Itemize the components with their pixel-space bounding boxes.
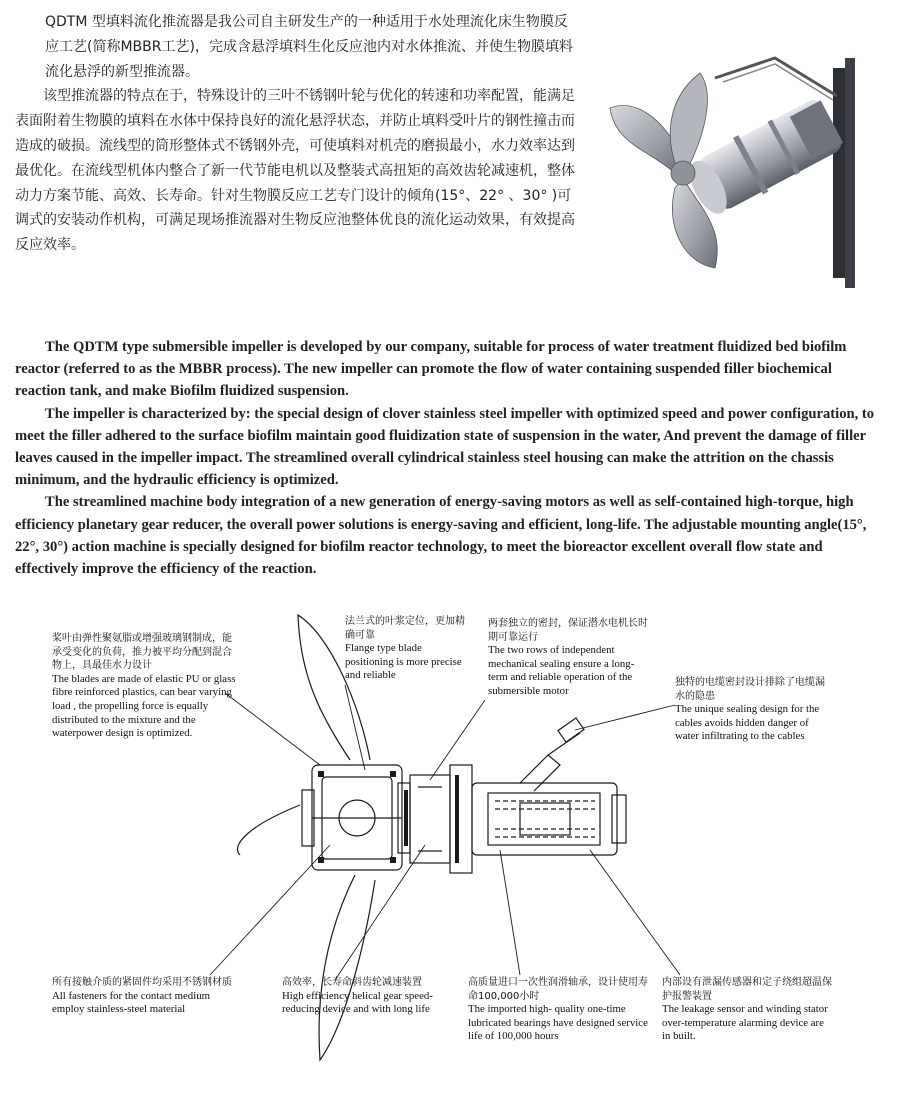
annotation-sensor-en: The leakage sensor and winding stator over-temperature alarming device are in built. — [662, 1003, 828, 1043]
chinese-paragraph-1: QDTM 型填料流化推流器是我公司自主研发生产的一种适用于水处理流化床生物膜反应工艺(简称MBBR工艺)，完成含悬浮填料生化反应池内对水体推流、并使生物膜填料流化悬浮的新型推流器。 — [45, 14, 573, 80]
annotation-gear-en: High efficiency helical gear speed-reducing device and with long life — [282, 989, 433, 1016]
annotation-bearings-zh: 高质量进口一次性润滑轴承，设计使用寿命100,000小时 — [468, 977, 648, 1002]
annotation-sealing-en: The two rows of independent mechanical sealing ensure a long-term and reliable operation of the submersible motor — [488, 644, 635, 697]
annotation-flange — [345, 615, 470, 683]
english-description — [15, 336, 875, 580]
annotation-sealing-zh: 两套独立的密封，保证潜水电机长时期可靠运行 — [488, 618, 648, 643]
annotation-blades-zh: 桨叶由弹性聚氨脂或增强玻璃钢制成，能承受变化的负荷，推力被平均分配到混合物上，具最佳水力设计 — [52, 633, 232, 672]
annotation-flange-en: Flange type blade positioning is more precise and reliable — [345, 642, 462, 682]
annotation-sealing — [488, 617, 650, 699]
annotation-bearings — [468, 976, 648, 1044]
annotation-gear — [282, 976, 447, 1017]
annotation-cable-en: The unique sealing design for the cables avoids hidden danger of water infiltrating to the cables — [675, 703, 820, 743]
english-paragraph-2: The impeller is characterized by: the special design of clover stainless steel impeller with optimized speed and power configuration, to meet the filler adhered to the surface biofilm maintain good fluidization state of suspension in the water, And prevent the damage of filler leaves caused in the impeller impact. The streamlined overall cylindrical stainless steel housing can make the attrition on the chassis minimum, and the hydraulic efficiency is optimized. — [15, 405, 875, 489]
annotation-cable — [675, 676, 833, 744]
annotation-bearings-en: The imported high- quality one-time lubricated bearings have designed service life of 100,000 hours — [468, 1003, 648, 1043]
annotation-flange-zh: 法兰式的叶浆定位，更加精确可靠 — [345, 616, 465, 641]
chinese-description — [15, 10, 575, 258]
annotation-sensor — [662, 976, 834, 1044]
impeller-product-photo — [605, 38, 880, 298]
annotation-blades — [52, 632, 237, 741]
english-paragraph-1: The QDTM type submersible impeller is developed by our company, suitable for process of water treatment fluidized bed biofilm reactor (referred to as the MBBR process). The new impeller can promote the flow of water containing suspended filler biochemical reaction tank, and make Biofilm fluidized suspension. — [15, 339, 847, 400]
annotation-fasteners-zh: 所有接触介质的紧固件均采用不锈钢材质 — [52, 977, 232, 988]
annotation-sensor-zh: 内部设有泄漏传感器和定子绕组超温保护报警装置 — [662, 977, 832, 1002]
annotation-gear-zh: 高效率，长寿命斜齿轮减速装置 — [282, 977, 422, 988]
annotation-fasteners — [52, 976, 232, 1017]
chinese-paragraph-2: 该型推流器的特点在于，特殊设计的三叶不锈钢叶轮与优化的转速和功率配置，能满足表面附着生物膜的填料在水体中保持良好的流化悬浮状态，并防止填料受叶片的钢性撞击而造成的破损。流线型的筒形整体式不锈钢外壳，可使填料对机壳的磨损最小，水力效率达到最优化。在流线型机体内整合了新一代节能电机以及整装式高扭矩的高效齿轮减速机，整体动力方案节能、高效、长寿命。针对生物膜反应工艺专门设计的倾角(15°、22° 、30° )可调式的安装动作机构，可满足现场推流器对生物反应池整体优良的流化运动效果，有效提高反应效率。 — [15, 88, 575, 254]
annotation-blades-en: The blades are made of elastic PU or glass fibre reinforced plastics, can bear varying load , the propelling force is equally distributed to the mixture and the waterpower design is optimized. — [52, 672, 236, 740]
english-paragraph-3: The streamlined machine body integration of a new generation of energy-saving motors as well as self-contained high-torque, high efficiency planetary gear reducer, the overall power solutions is energy-saving and efficient, long-life. The adjustable mounting angle(15°, 22°, 30°) action machine is specially designed for biofilm reactor technology, to meet the bioreactor excellent overall flow state and effectively improve the efficiency of the reaction. — [15, 494, 867, 578]
annotation-fasteners-en: All fasteners for the contact medium employ stainless-steel material — [52, 989, 210, 1016]
annotation-cable-zh: 独特的电缆密封设计排除了电缆漏水的隐患 — [675, 677, 825, 702]
